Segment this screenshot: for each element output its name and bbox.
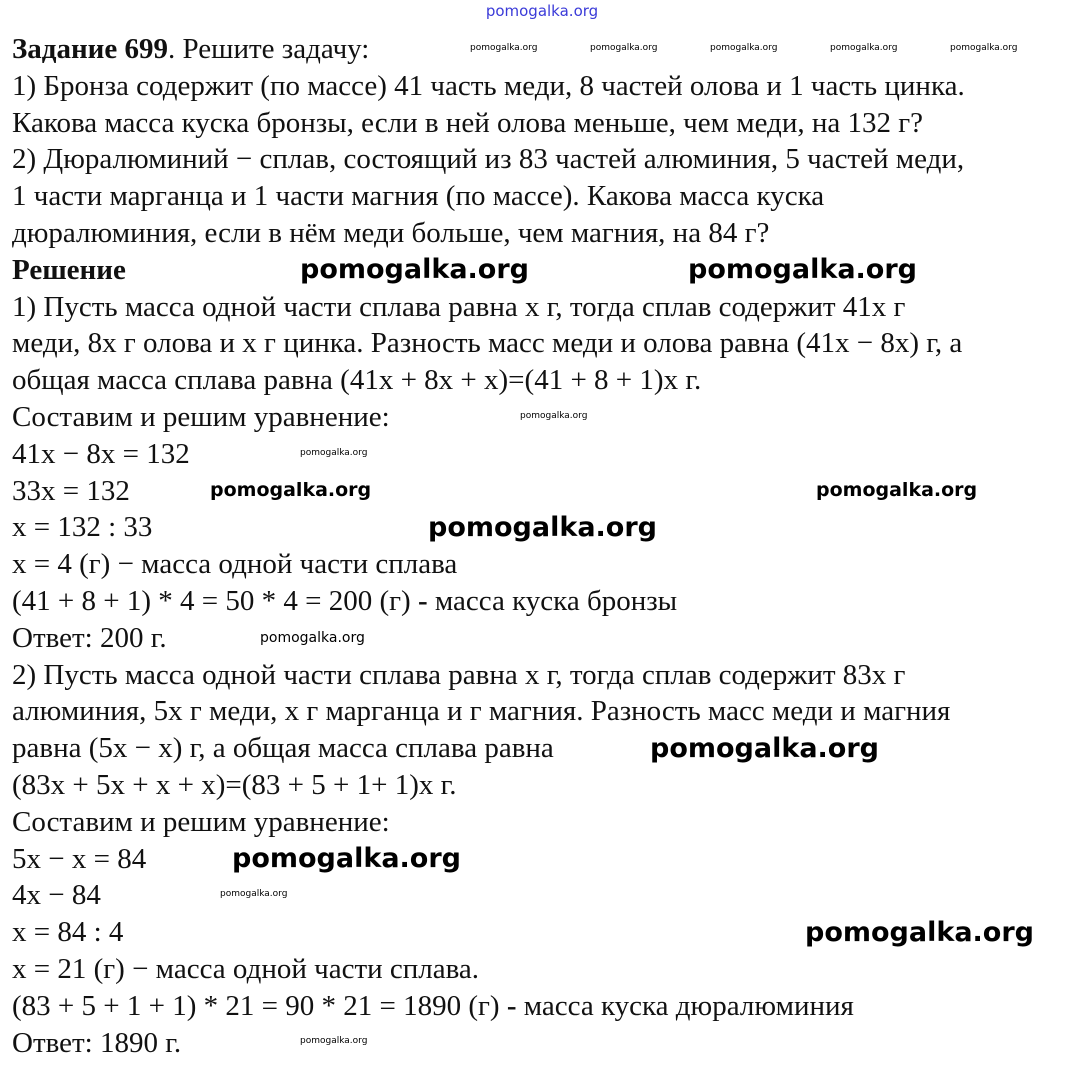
solution-line: 2) Пусть масса одной части сплава равна x г, тогда сплав содержит 83x г: [12, 658, 906, 691]
solution-heading: Решение: [12, 253, 126, 286]
solution-line: общая масса сплава равна (41x + 8x + x)=(41 + 8 + 1)x г.: [12, 364, 702, 397]
solution-line: алюминия, 5x г меди, x г марганца и г магния. Разность масс меди и магния: [12, 695, 951, 728]
task-line: Какова масса куска бронзы, если в ней олова меньше, чем меди, на 132 г?: [12, 106, 923, 139]
watermark: pomogalka.org: [260, 630, 365, 646]
solution-line: равна (5x − x) г, а общая масса сплава равна: [12, 732, 554, 765]
task-instruction: . Решите задачу:: [168, 33, 370, 65]
solution-line: Составим и решим уравнение:: [12, 805, 390, 838]
equation-line: x = 4 (г) − масса одной части сплава: [12, 548, 458, 581]
task-line: дюралюминия, если в нём меди больше, чем магния, на 84 г?: [12, 216, 770, 249]
watermark: pomogalka.org: [220, 889, 288, 899]
watermark: pomogalka.org: [830, 43, 898, 53]
watermark: pomogalka.org: [232, 843, 461, 874]
watermark: pomogalka.org: [650, 733, 879, 764]
watermark: pomogalka.org: [688, 254, 917, 285]
solution-line: Составим и решим уравнение:: [12, 400, 390, 433]
watermark: pomogalka.org: [805, 917, 1034, 948]
calc-line: [12, 583, 677, 620]
calc-expression: (41 + 8 + 1) * 4 = 50 * 4 = 200 (г): [12, 584, 411, 617]
equation-line: x = 132 : 33: [12, 511, 153, 544]
calc-dash: -: [506, 989, 517, 1022]
watermark: pomogalka.org: [300, 254, 529, 285]
calc-description: масса куска бронзы: [434, 584, 678, 617]
calc-description: масса куска дюралюминия: [523, 989, 854, 1022]
task-line: 2) Дюралюминий − сплав, состоящий из 83 частей алюминия, 5 частей меди,: [12, 143, 965, 176]
calc-dash: -: [417, 584, 428, 617]
solution-line: 1) Пусть масса одной части сплава равна x г, тогда сплав содержит 41x г: [12, 290, 906, 323]
watermark: pomogalka.org: [520, 411, 588, 421]
task-title: [12, 31, 369, 68]
task-line: 1 части марганца и 1 части магния (по массе). Какова масса куска: [12, 180, 825, 213]
watermark: pomogalka.org: [428, 512, 657, 543]
task-number: Задание 699: [12, 33, 169, 65]
answer-line: Ответ: 200 г.: [12, 621, 167, 654]
watermark: pomogalka.org: [210, 479, 372, 501]
watermark: pomogalka.org: [470, 43, 538, 53]
equation-line: x = 84 : 4: [12, 916, 124, 949]
equation-line: x = 21 (г) − масса одной части сплава.: [12, 952, 480, 985]
equation-line: 5x − x = 84: [12, 842, 147, 875]
equation-line: 4x − 84: [12, 879, 101, 912]
equation-line: 41x − 8x = 132: [12, 437, 190, 470]
site-link[interactable]: pomogalka.org: [485, 2, 599, 20]
solution-line: (83x + 5x + x + x)=(83 + 5 + 1+ 1)x г.: [12, 768, 457, 801]
watermark: pomogalka.org: [710, 43, 778, 53]
watermark: pomogalka.org: [950, 43, 1018, 53]
task-line: 1) Бронза содержит (по массе) 41 часть меди, 8 частей олова и 1 часть цинка.: [12, 69, 965, 102]
solution-line: меди, 8x г олова и x г цинка. Разность масс меди и олова равна (41x − 8x) г, а: [12, 327, 963, 360]
watermark: pomogalka.org: [300, 448, 368, 458]
document-body: [12, 31, 965, 1061]
calc-line: [12, 988, 854, 1025]
watermark: pomogalka.org: [300, 1036, 368, 1046]
equation-line: 33x = 132: [12, 474, 130, 507]
watermark: pomogalka.org: [816, 479, 978, 501]
calc-expression: (83 + 5 + 1 + 1) * 21 = 90 * 21 = 1890 (г): [12, 989, 500, 1022]
answer-line: Ответ: 1890 г.: [12, 1026, 182, 1059]
watermark: pomogalka.org: [590, 43, 658, 53]
